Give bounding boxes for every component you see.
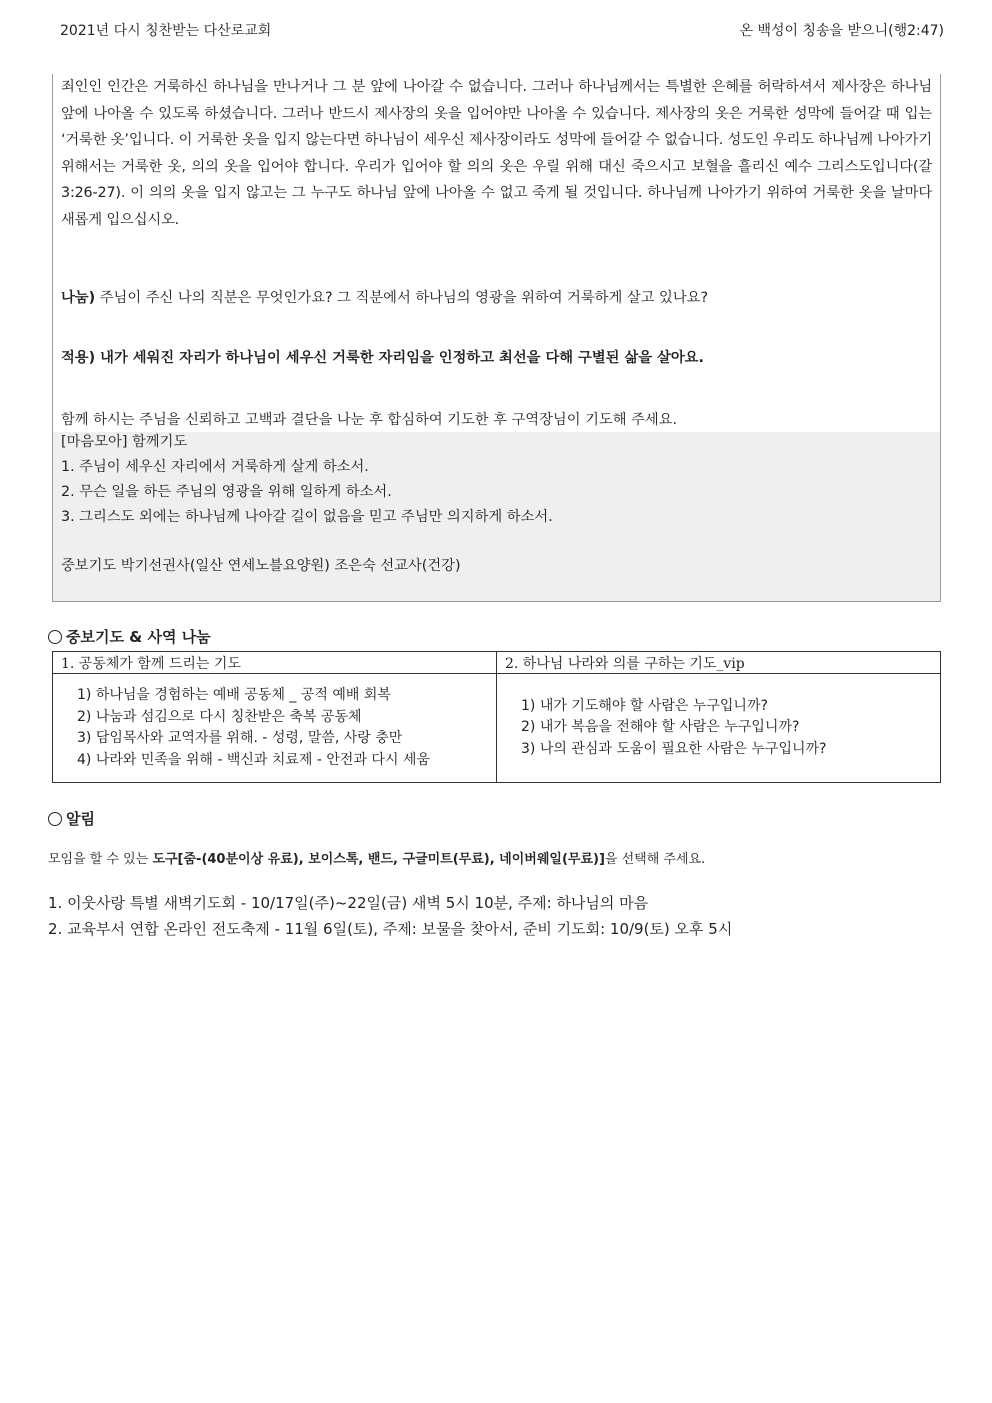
devotion-body bbox=[53, 74, 940, 432]
notice-lead-tools: 도구[줌-(40분이상 유료), 보이스톡, 밴드, 구글미트(무료), 네이버웨일(무료)] bbox=[152, 852, 605, 867]
community-prayer-list bbox=[53, 674, 497, 783]
prayer-item: 2. 무슨 일을 하든 주님의 영광을 위해 일하게 하소서. bbox=[61, 484, 392, 500]
notice-section-label: 알림 bbox=[66, 810, 95, 828]
application-text: 적용) 내가 세워진 자리가 하나님이 세우신 거룩한 자리임을 인정하고 최선을 다해 구별된 삶을 살아요. bbox=[61, 350, 704, 366]
sharing-label: 나눔) bbox=[61, 290, 96, 306]
col1-header: 1. 공동체가 함께 드리는 기도 bbox=[53, 652, 497, 674]
intercession-names: 중보기도 박기선권사(일산 연세노블요양원) 조은숙 선교사(건강) bbox=[61, 558, 461, 574]
prayer-instruction: 함께 하시는 주님을 신뢰하고 고백과 결단을 나눈 후 합심하여 기도한 후 구역장님이 기도해 주세요. bbox=[61, 412, 678, 428]
intercession-section-title bbox=[48, 627, 211, 647]
notice-lead bbox=[48, 851, 705, 869]
prayer-box bbox=[53, 432, 940, 601]
list-item: 2) 내가 복음을 전해야 할 사람은 누구입니까? bbox=[521, 719, 800, 736]
intercession-table bbox=[52, 651, 941, 783]
prayer-item: 3. 그리스도 외에는 하나님께 나아갈 길이 없음을 믿고 주님만 의지하게 하소서. bbox=[61, 509, 553, 525]
notice-item: 2. 교육부서 연합 온라인 전도축제 - 11월 6일(토), 주제: 보물을 찾아서, 준비 기도회: 10/9(토) 오후 5시 bbox=[48, 920, 733, 938]
prayer-title: [마음모아] 함께기도 bbox=[61, 434, 188, 450]
list-item: 4) 나라와 민족을 위해 - 백신과 치료제 - 안전과 다시 세움 bbox=[77, 751, 430, 768]
sharing-text: 주님이 주신 나의 직분은 무엇인가요? 그 직분에서 하나님의 영광을 위하여 거룩하게 살고 있나요? bbox=[95, 290, 709, 306]
circle-bullet-icon bbox=[48, 630, 62, 644]
list-item: 3) 나의 관심과 도움이 필요한 사람은 누구입니까? bbox=[521, 740, 827, 757]
page-header bbox=[0, 0, 992, 44]
notice-lead-prefix: 모임을 할 수 있는 bbox=[48, 852, 153, 867]
vip-prayer-list bbox=[497, 674, 941, 783]
prayer-item: 1. 주님이 세우신 자리에서 거룩하게 살게 하소서. bbox=[61, 459, 369, 475]
church-title: 2021년 다시 칭찬받는 다산로교회 bbox=[60, 23, 272, 39]
notice-section-title bbox=[48, 809, 95, 829]
devotion-paragraph: 죄인인 인간은 거룩하신 하나님을 만나거나 그 분 앞에 나아갈 수 없습니다. 그러나 하나님께서는 특별한 은혜를 허락하셔서 제사장은 하나님 앞에 나아올 수 있도록 하셨습니다. 그러나 반드시 제사장의 옷을 입어야만 나아올 수 있습니다. 제사장의 옷은 거룩한 성막에 들어갈 때 입는 ‘거룩한 옷’입니다. 이 거룩한 옷을 입지 않는다면 하나님이 세우신 제사장이라도 성막에 들어갈 수 없습니다. 성도인 우리도 하나님께 나아가기 위해서는 거룩한 옷, 의의 옷을 입어야 합니다. 우리가 입어야 할 의의 옷은 우릴 위해 대신 죽으시고 보혈을 흘리신 예수 그리스도입니다(갈 3:26-27). 이 의의 옷을 입지 않고는 그 누구도 하나님 앞에 나아올 수 없고 죽게 될 것입니다. 하나님께 나아가기 위하여 거룩한 옷을 날마다 새롭게 입으십시오. bbox=[61, 79, 932, 228]
list-item: 3) 담임목사와 교역자를 위해. - 성령, 말씀, 사랑 충만 bbox=[77, 730, 403, 746]
list-item: 1) 하나님을 경험하는 예배 공동체 _ 공적 예배 회복 bbox=[77, 687, 391, 703]
list-item: 2) 나눔과 섬김으로 다시 칭찬받은 축복 공동체 bbox=[77, 708, 362, 725]
circle-bullet-icon bbox=[48, 812, 62, 826]
theme-verse: 온 백성이 칭송을 받으니(행2:47) bbox=[739, 23, 944, 39]
col2-header: 2. 하나님 나라와 의를 구하는 기도_vip bbox=[497, 652, 941, 674]
notice-item: 1. 이웃사랑 특별 새벽기도회 - 10/17일(주)~22일(금) 새벽 5시 10분, 주제: 하나님의 마음 bbox=[48, 894, 649, 912]
table-row bbox=[53, 674, 941, 783]
table-header-row bbox=[53, 652, 941, 674]
sharing-question bbox=[61, 288, 708, 308]
list-item: 1) 내가 기도해야 할 사람은 누구입니까? bbox=[521, 697, 768, 714]
intercession-section-label: 중보기도 & 사역 나눔 bbox=[66, 628, 211, 646]
notice-lead-suffix: 을 선택해 주세요. bbox=[604, 852, 706, 867]
devotion-box bbox=[52, 74, 941, 602]
